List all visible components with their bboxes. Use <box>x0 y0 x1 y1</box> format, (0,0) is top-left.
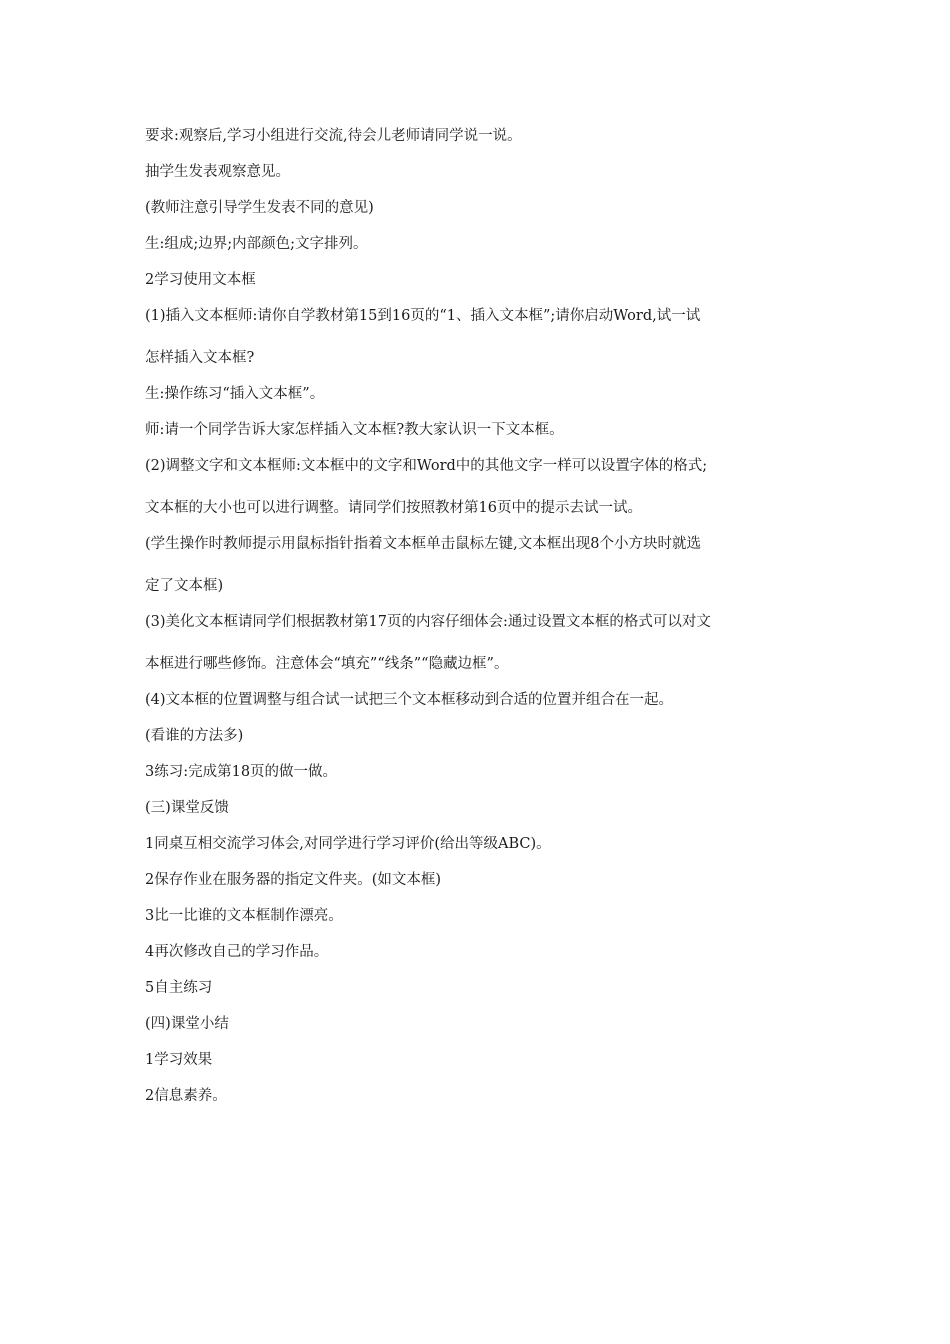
text-line: (学生操作时教师提示用鼠标指针指着文本框单击鼠标左键,文本框出现8个小方块时就选 <box>145 536 701 552</box>
text-line: (3)美化文本框请同学们根据教材第17页的内容仔细体会:通过设置文本框的格式可以对文 <box>145 614 711 630</box>
document-body <box>145 124 815 1120</box>
text-line: 2保存作业在服务器的指定文件夹。(如文本框) <box>145 872 442 888</box>
text-line: 生:组成;边界;内部颜色;文字排列。 <box>145 236 368 252</box>
text-line: 本框进行哪些修饰。注意体会“填充”“线条”“隐藏边框”。 <box>145 656 509 672</box>
text-line: 1同桌互相交流学习体会,对同学进行学习评价(给出等级ABC)。 <box>145 836 551 852</box>
text-line: (看谁的方法多) <box>145 728 244 744</box>
text-line: (1)插入文本框师:请你自学教材第15到16页的“1、插入文本框”;请你启动Word,试一试 <box>145 308 701 324</box>
text-line: 2学习使用文本框 <box>145 272 256 288</box>
text-line: 3练习:完成第18页的做一做。 <box>145 764 338 780</box>
text-line: 文本框的大小也可以进行调整。请同学们按照教材第16页中的提示去试一试。 <box>145 500 642 516</box>
text-line: 怎样插入文本框? <box>145 350 255 366</box>
text-line: 4再次修改自己的学习作品。 <box>145 944 329 960</box>
text-line: 师:请一个同学告诉大家怎样插入文本框?教大家认识一下文本框。 <box>145 422 564 438</box>
text-line: (四)课堂小结 <box>145 1016 229 1032</box>
text-line: (4)文本框的位置调整与组合试一试把三个文本框移动到合适的位置并组合在一起。 <box>145 692 674 708</box>
text-line: 3比一比谁的文本框制作漂亮。 <box>145 908 343 924</box>
text-line: 抽学生发表观察意见。 <box>145 164 290 180</box>
text-line: 1学习效果 <box>145 1052 213 1068</box>
text-line: 5自主练习 <box>145 980 213 996</box>
text-line: 定了文本框) <box>145 578 224 594</box>
text-line: 生:操作练习“插入文本框”。 <box>145 386 325 402</box>
text-line: (三)课堂反馈 <box>145 800 229 816</box>
text-line: (教师注意引导学生发表不同的意见) <box>145 200 374 216</box>
text-line: 2信息素养。 <box>145 1088 227 1104</box>
text-line: 要求:观察后,学习小组进行交流,待会儿老师请同学说一说。 <box>145 128 522 144</box>
text-line: (2)调整文字和文本框师:文本框中的文字和Word中的其他文字一样可以设置字体的格式; <box>145 458 708 474</box>
